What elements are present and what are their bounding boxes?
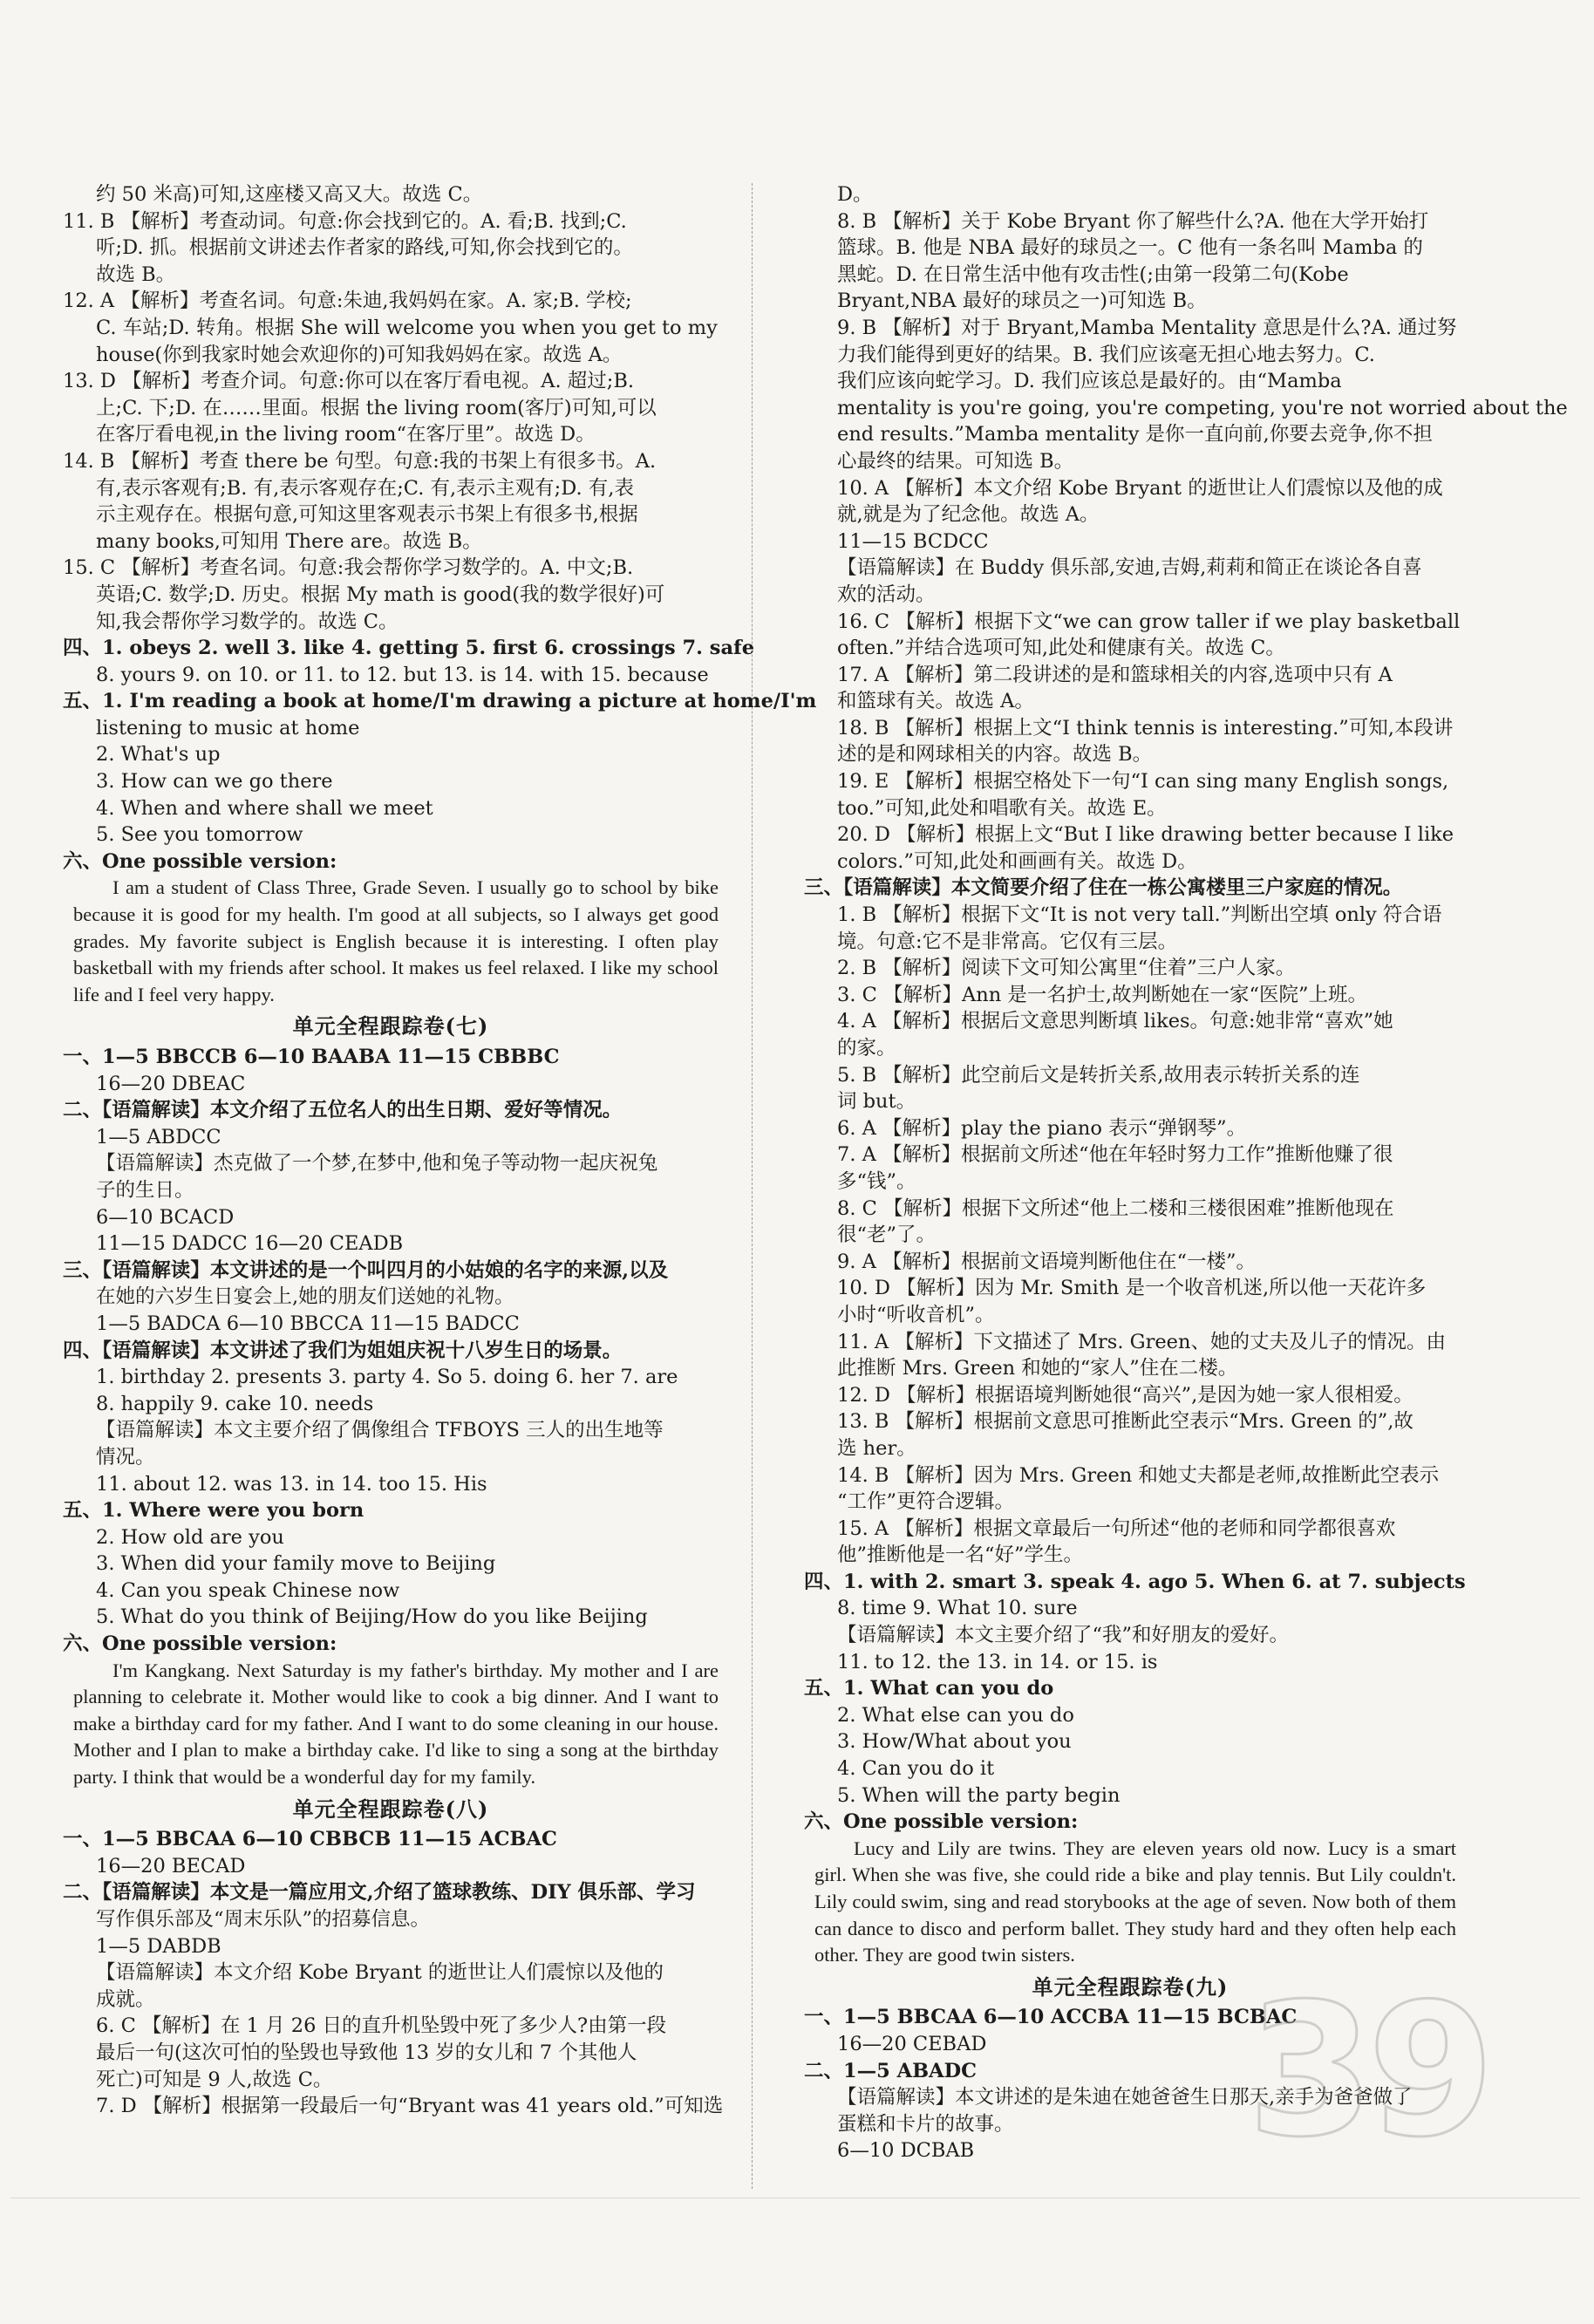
answer-line: 【语篇解读】杰克做了一个梦,在梦中,他和兔子等动物一起庆祝兔 xyxy=(96,1152,658,1176)
answer-line: 5. What do you think of Beijing/How do you like Beijing xyxy=(96,1605,648,1629)
essay-paragraph: I'm Kangkang. Next Saturday is my father's birthday. My mother and I are planning to celebrate it. Mother would like to cook a big dinner. And I want to make a birthday card for my father. And I want to do some cleaning in our house. Mother and I plan to make a birthday cake. I'd like to sing a song at the birthday party. I think that would be a wonderful day for my family. xyxy=(73,1659,719,1789)
answer-line: 5. When will the party begin xyxy=(837,1783,1121,1807)
continuation-line: C. 车站;D. 转角。根据 She will welcome you when you get to my xyxy=(96,316,718,339)
answer-line: 9. B 【解析】对于 Bryant,Mamba Mentality 意思是什么?A. 通过努 xyxy=(837,316,1457,339)
answer-line: 11. about 12. was 13. in 14. too 15. His xyxy=(96,1472,487,1496)
continuation-line: 黑蛇。D. 在日常生活中他有攻击性(;由第一段第二句(Kobe xyxy=(837,262,1349,286)
answer-line: 1—5 DABDB xyxy=(96,1934,221,1958)
answer-line: 5. See you tomorrow xyxy=(96,823,303,847)
answer-line: 6—10 DCBAB xyxy=(837,2139,975,2163)
essay-paragraph: Lucy and Lily are twins. They are eleven years old now. Lucy is a smart girl. When she was five, she could ride a bike and play tennis. But Lily couldn't. Lily could swim, sing and read storybooks at the age of seven. Now both of them can dance to disco and perform ballet. They study hard and they often help each other. They are good twin sisters. xyxy=(814,1837,1456,1966)
essay-paragraph: I am a student of Class Three, Grade Seven. I usually go to school by bike because it is good for my health. I'm good at all subjects, so I always get good grades. My favorite subject is English because it is interesting. I often play basketball with my friends after school. It makes us feel relaxed. I like my school life and I feel very happy. xyxy=(73,876,719,1005)
continuation-line: many books,可知用 There are。故选 B。 xyxy=(96,529,482,553)
answer-line: 16—20 DBEAC xyxy=(96,1072,246,1095)
left-column xyxy=(63,181,817,2120)
continuation-line: too.”可知,此处和唱歌有关。故选 E。 xyxy=(837,796,1167,820)
continuation-line: 知,我会帮你学习数学的。故选 C。 xyxy=(96,610,398,633)
answer-line: 3. When did your family move to Beijing xyxy=(96,1552,496,1576)
continuation-line: 最后一句(这次可怕的坠毁也导致他 13 岁的女儿和 7 个其他人 xyxy=(96,2041,637,2064)
answer-line: 18. B 【解析】根据上文“I think tennis is interesting.”可知,本段讲 xyxy=(837,716,1454,739)
continuation-line: 词 but。 xyxy=(837,1090,916,1114)
answer-line: 6—10 BCACD xyxy=(96,1205,235,1229)
answer-line: 11. to 12. the 13. in 14. or 15. is xyxy=(837,1650,1158,1673)
answer-line: 13. D 【解析】考查介词。句意:你可以在客厅看电视。A. 超过;B. xyxy=(63,370,635,393)
section-title: 单元全程跟踪卷(七) xyxy=(292,1013,489,1039)
column-divider xyxy=(752,183,753,2189)
answer-line: 8. time 9. What 10. sure xyxy=(837,1597,1078,1620)
answer-line: 8. C 【解析】根据下文所述“他上二楼和三楼很困难”推断他现在 xyxy=(837,1196,1394,1220)
answer-line: 1—5 ABDCC xyxy=(96,1125,221,1148)
answer-line: 8. happily 9. cake 10. needs xyxy=(96,1392,374,1415)
answer-line: 11—15 DADCC 16—20 CEADB xyxy=(96,1232,404,1256)
continuation-line: 在她的六岁生日宴会上,她的朋友们送她的礼物。 xyxy=(96,1285,514,1309)
answer-line: 2. B 【解析】阅读下文可知公寓里“住着”三户人家。 xyxy=(837,957,1296,980)
answer-line: 19. E 【解析】根据空格处下一句“I can sing many English songs, xyxy=(837,770,1449,794)
continuation-line: 他”推断他是一名“好”学生。 xyxy=(837,1544,1084,1567)
answer-line: 13. B 【解析】根据前文意思可推断此空表示“Mrs. Green 的”,故 xyxy=(837,1410,1413,1434)
answer-line: 7. A 【解析】根据前文所述“他在年轻时努力工作”推断他赚了很 xyxy=(837,1143,1393,1167)
answer-line: 10. A 【解析】本文介绍 Kobe Bryant 的逝世让人们震惊以及他的成 xyxy=(837,476,1443,500)
answer-line: 【语篇解读】本文讲述的是朱迪在她爸爸生日那天,亲手为爸爸做了 xyxy=(837,2086,1413,2109)
answer-line: 3. How/What about you xyxy=(837,1730,1072,1754)
section-line: 四、1. obeys 2. well 3. like 4. getting 5. first 6. crossings 7. safe xyxy=(63,637,755,660)
answer-line: 1. birthday 2. presents 3. party 4. So 5. doing 6. her 7. are xyxy=(96,1366,678,1389)
right-column xyxy=(804,181,1568,2164)
continuation-line: 蛋糕和卡片的故事。 xyxy=(837,2112,1014,2136)
answer-line: 15. C 【解析】考查名词。句意:我会帮你学习数学的。A. 中文;B. xyxy=(63,556,634,580)
continuation-line: mentality is you're going, you're competing, you're not worried about the xyxy=(837,396,1568,419)
answer-line: 16—20 CEBAD xyxy=(837,2032,987,2055)
continuation-line: 约 50 米高)可知,这座楼又高又大。故选 C。 xyxy=(96,183,483,206)
essay-block xyxy=(63,1658,719,1791)
answer-line: 2. What else can you do xyxy=(837,1703,1074,1727)
answer-line: 11. B 【解析】考查动词。句意:你会找到它的。A. 看;B. 找到;C. xyxy=(63,209,627,233)
answer-line: 3. C 【解析】Ann 是一名护士,故判断她在一家“医院”上班。 xyxy=(837,983,1368,1006)
answer-line: 17. A 【解析】第二段讲述的是和篮球相关的内容,选项中只有 A xyxy=(837,663,1393,686)
continuation-line: 死亡)可知是 9 人,故选 C。 xyxy=(96,2068,333,2091)
answer-line: 20. D 【解析】根据上文“But I like drawing better because I like xyxy=(837,823,1454,847)
answer-line: 2. How old are you xyxy=(96,1525,284,1549)
answer-line: 12. D 【解析】根据语境判断她很“高兴”,是因为她一家人很相爱。 xyxy=(837,1383,1413,1407)
continuation-line: 就,就是为了纪念他。故选 A。 xyxy=(837,503,1100,527)
answer-line: 4. A 【解析】根据后文意思判断填 likes。句意:她非常“喜欢”她 xyxy=(837,1010,1393,1033)
answer-line: 11—15 BCDCC xyxy=(837,529,989,553)
section-line: 五、1. What can you do xyxy=(804,1677,1054,1700)
section-line: 二、【语篇解读】本文介绍了五位名人的出生日期、爱好等情况。 xyxy=(63,1099,623,1122)
continuation-line: 成就。 xyxy=(96,1987,155,2011)
continuation-line: 听;D. 抓。根据前文讲述去作者家的路线,可知,你会找到它的。 xyxy=(96,236,633,260)
continuation-line: 写作俱乐部及“周末乐队”的招募信息。 xyxy=(96,1908,431,1931)
continuation-line: 篮球。B. 他是 NBA 最好的球员之一。C 他有一条名叫 Mamba 的 xyxy=(837,236,1423,260)
continuation-line: 力我们能得到更好的结果。B. 我们应该毫无担心地去努力。C. xyxy=(837,343,1375,366)
continuation-line: 此推断 Mrs. Green 和她的“家人”住在二楼。 xyxy=(837,1357,1238,1380)
continuation-line: 境。句意:它不是非常高。它仅有三层。 xyxy=(837,930,1178,953)
continuation-line: “工作”更符合逻辑。 xyxy=(837,1490,1015,1514)
answer-line: 【语篇解读】在 Buddy 俱乐部,安迪,吉姆,莉莉和简正在谈论各自喜 xyxy=(837,556,1422,580)
continuation-line: 和篮球有关。故选 A。 xyxy=(837,690,1034,713)
answer-line: 5. B 【解析】此空前后文是转折关系,故用表示转折关系的连 xyxy=(837,1063,1360,1087)
answer-line: 6. C 【解析】在 1 月 26 日的直升机坠毁中死了多少人?由第一段 xyxy=(96,2014,667,2038)
section-line: 三、【语篇解读】本文讲述的是一个叫四月的小姑娘的名字的来源,以及 xyxy=(63,1258,669,1282)
page-number: 39 xyxy=(1247,1964,1488,2177)
answer-line: 12. A 【解析】考查名词。句意:朱迪,我妈妈在家。A. 家;B. 学校; xyxy=(63,290,632,313)
answer-line: 1—5 BADCA 6—10 BBCCA 11—15 BADCC xyxy=(96,1312,520,1335)
essay-block xyxy=(804,1836,1456,1969)
continuation-line: 示主观存在。根据句意,可知这里客观表示书架上有很多书,根据 xyxy=(96,503,638,527)
continuation-line: end results.”Mamba mentality 是你一直向前,你要去竞争,你不担 xyxy=(837,423,1433,446)
continuation-line: 多“钱”。 xyxy=(837,1169,916,1193)
section-line: 四、【语篇解读】本文讲述了我们为姐姐庆祝十八岁生日的场景。 xyxy=(63,1339,623,1362)
continuation-line: 上;C. 下;D. 在……里面。根据 the living room(客厅)可知,可以 xyxy=(96,396,657,419)
section-line: 一、1—5 BBCAA 6—10 CBBCB 11—15 ACBAC xyxy=(63,1828,557,1851)
answer-line: 1. B 【解析】根据下文“It is not very tall.”判断出空填 only 符合语 xyxy=(837,903,1442,927)
answer-line: 15. A 【解析】根据文章最后一句所述“他的老师和同学都很喜欢 xyxy=(837,1516,1396,1540)
continuation-line: 故选 B。 xyxy=(96,262,176,286)
continuation-line: 情况。 xyxy=(96,1445,155,1469)
section-line: 五、1. Where were you born xyxy=(63,1499,364,1523)
continuation-line: 在客厅看电视,in the living room“在客厅里”。故选 D。 xyxy=(96,423,596,446)
continuation-line: 很“老”了。 xyxy=(837,1223,937,1247)
continuation-line: 有,表示客观有;B. 有,表示客观存在;C. 有,表示主观有;D. 有,表 xyxy=(96,476,634,500)
continuation-line: 述的是和网球相关的内容。故选 B。 xyxy=(837,743,1153,767)
continuation-line: 欢的活动。 xyxy=(837,583,936,606)
answer-line: 9. A 【解析】根据前文语境判断他住在“一楼”。 xyxy=(837,1250,1257,1273)
continuation-line: colors.”可知,此处和画画有关。故选 D。 xyxy=(837,849,1197,873)
continuation-line: 小时“听收音机”。 xyxy=(837,1303,995,1326)
answer-line: 8. B 【解析】关于 Kobe Bryant 你了解些什么?A. 他在大学开始打 xyxy=(837,209,1429,233)
continuation-line: listening to music at home xyxy=(96,716,360,739)
section-line: 一、1—5 BBCCB 6—10 BAABA 11—15 CBBBC xyxy=(63,1046,560,1068)
section-line: 二、【语篇解读】本文是一篇应用文,介绍了篮球教练、DIY 俱乐部、学习 xyxy=(63,1881,696,1905)
answer-line: 4. When and where shall we meet xyxy=(96,796,433,820)
answer-line: 14. B 【解析】考查 there be 句型。句意:我的书架上有很多书。A. xyxy=(63,449,657,473)
answer-line: 4. Can you speak Chinese now xyxy=(96,1578,400,1602)
answer-line: 8. yours 9. on 10. or 11. to 12. but 13. is 14. with 15. because xyxy=(96,663,709,686)
section-line: 一、1—5 BBCAA 6—10 ACCBA 11—15 BCBAC xyxy=(804,2006,1298,2029)
answer-line: 16. C 【解析】根据下文“we can grow taller if we play basketball xyxy=(837,610,1461,633)
answer-line: 10. D 【解析】因为 Mr. Smith 是一个收音机迷,所以他一天花许多 xyxy=(837,1277,1427,1300)
answer-line: 6. A 【解析】play the piano 表示“弹钢琴”。 xyxy=(837,1116,1247,1140)
section-title: 单元全程跟踪卷(九) xyxy=(1032,1973,1229,2000)
continuation-line: 的家。 xyxy=(837,1037,896,1060)
continuation-line: 心最终的结果。可知选 B。 xyxy=(837,449,1074,473)
essay-block xyxy=(63,875,719,1008)
continuation-line: 英语;C. 数学;D. 历史。根据 My math is good(我的数学很好)可 xyxy=(96,583,665,606)
section-line: 五、1. I'm reading a book at home/I'm drawing a picture at home/I'm xyxy=(63,690,817,713)
continuation-line: 选 her。 xyxy=(837,1436,916,1460)
section-line: 三、【语篇解读】本文简要介绍了住在一栋公寓楼里三户家庭的情况。 xyxy=(804,876,1403,900)
continuation-line: often.”并结合选项可知,此处和健康有关。故选 C。 xyxy=(837,637,1285,660)
continuation-line: Bryant,NBA 最好的球员之一)可知选 B。 xyxy=(837,290,1207,313)
continuation-line: 我们应该向蛇学习。D. 我们应该总是最好的。由“Mamba xyxy=(837,370,1342,393)
answer-line: 14. B 【解析】因为 Mrs. Green 和她丈夫都是老师,故推断此空表示 xyxy=(837,1463,1440,1487)
section-line: 六、One possible version: xyxy=(804,1810,1079,1834)
answer-line: 7. D 【解析】根据第一段最后一句“Bryant was 41 years old.”可知选 xyxy=(96,2095,724,2118)
section-line: 六、One possible version: xyxy=(63,1632,337,1656)
answer-line: 11. A 【解析】下文描述了 Mrs. Green、她的丈夫及儿子的情况。由 xyxy=(837,1330,1446,1353)
answer-line: 【语篇解读】本文主要介绍了“我”和好朋友的爱好。 xyxy=(837,1624,1290,1647)
answer-line: 【语篇解读】本文介绍 Kobe Bryant 的逝世让人们震惊以及他的 xyxy=(96,1961,664,1985)
section-line: 四、1. with 2. smart 3. speak 4. ago 5. When 6. at 7. subjects xyxy=(804,1570,1466,1593)
section-line: 六、One possible version: xyxy=(63,849,337,873)
section-title: 单元全程跟踪卷(八) xyxy=(292,1796,489,1822)
continuation-line: house(你到我家时她会欢迎你的)可知我妈妈在家。故选 A。 xyxy=(96,343,623,366)
continuation-line: D。 xyxy=(837,183,873,206)
answer-line: 16—20 BECAD xyxy=(96,1854,246,1878)
section-line: 二、1—5 ABADC xyxy=(804,2059,977,2082)
continuation-line: 子的生日。 xyxy=(96,1178,194,1202)
answer-line: 【语篇解读】本文主要介绍了偶像组合 TFBOYS 三人的出生地等 xyxy=(96,1419,664,1442)
answer-line: 3. How can we go there xyxy=(96,770,333,794)
answer-line: 4. Can you do it xyxy=(837,1757,995,1781)
answer-line: 2. What's up xyxy=(96,743,221,767)
